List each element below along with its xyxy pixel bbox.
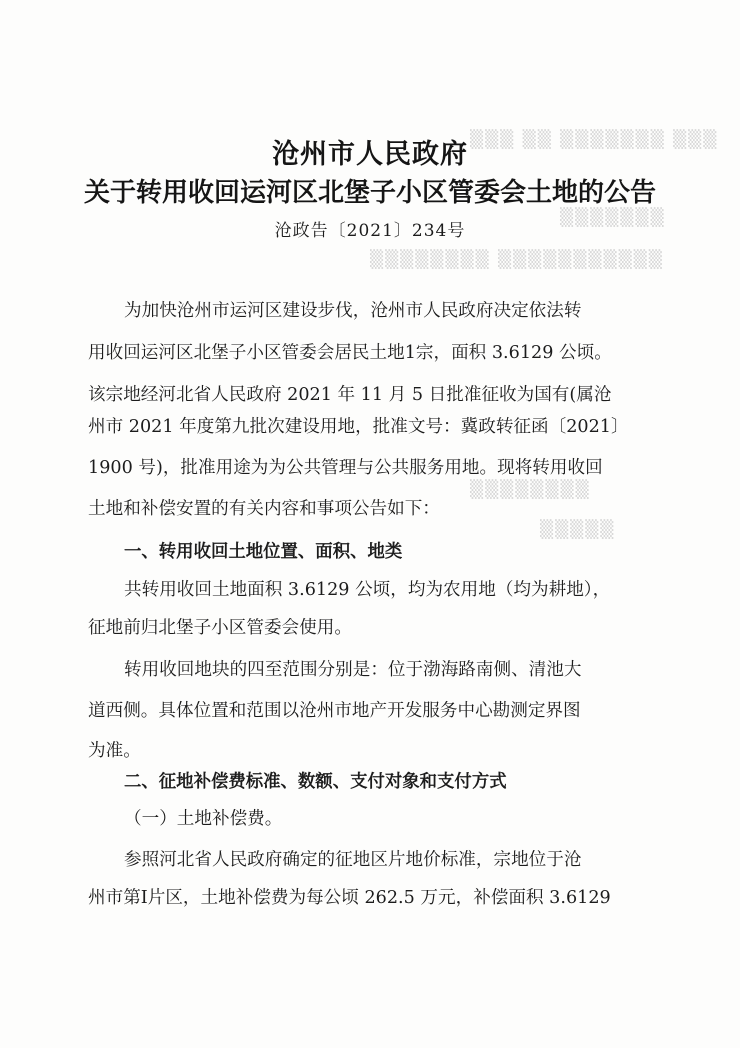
bleed-through-texture: ▒▒▒▒▒▒▒ [560,208,666,228]
bleed-through-texture: ▒▒▒ ▒▒ ▒▒▒▒▒▒▒ ▒▒▒ [470,130,719,150]
bleed-through-texture: ▒▒▒▒▒▒▒▒ [470,480,591,500]
document-title-line2: 关于转用收回运河区北堡子小区管委会土地的公告 [83,178,656,208]
section-heading-1: 一、转用收回土地位置、面积、地类 [124,542,403,562]
body-line: 转用收回地块的四至范围分别是：位于渤海路南侧、清池大 [124,660,582,680]
document-number: 沧政告〔2021〕234号 [274,221,466,241]
body-line: 州市第Ⅰ片区，土地补偿费为每公顷 262.5 万元，补偿面积 3.6129 [88,888,611,908]
bleed-through-texture: ▒▒▒▒▒▒▒▒ ▒▒▒▒▒▒▒▒▒▒▒ [370,250,664,270]
body-line: 1900 号)，批准用途为为公共管理与公共服务用地。现将转用收回 [88,458,603,478]
body-line: 道西侧。具体位置和范围以沧州市地产开发服务中心勘测定界图 [88,701,581,721]
body-line: 州市 2021 年度第九批次建设用地，批准文号：冀政转征函〔2021〕 [88,417,629,437]
body-line: 征地前归北堡子小区管委会使用。 [88,618,352,638]
document-title-line1: 沧州市人民政府 [272,139,468,170]
section-heading-2: 二、征地补偿费标准、数额、支付对象和支付方式 [124,772,507,792]
body-line: 参照河北省人民政府确定的征地区片地价标准，宗地位于沧 [124,850,582,870]
body-line: 共转用收回土地面积 3.6129 公顷，均为农用地（均为耕地）， [124,580,611,600]
body-line: 用收回运河区北堡子小区管委会居民土地1宗，面积 3.6129 公顷。 [88,343,612,363]
body-line: 为准。 [88,741,141,761]
subsection-heading: （一）土地补偿费。 [124,809,283,829]
bleed-through-texture: ▒▒▒▒▒ [540,520,616,540]
body-line: 为加快沧州市运河区建设步伐，沧州市人民政府决定依法转 [124,301,582,321]
body-line: 土地和补偿安置的有关内容和事项公告如下： [88,499,440,519]
body-line: 该宗地经河北省人民政府 2021 年 11 月 5 日批准征收为国有(属沧 [88,385,612,405]
